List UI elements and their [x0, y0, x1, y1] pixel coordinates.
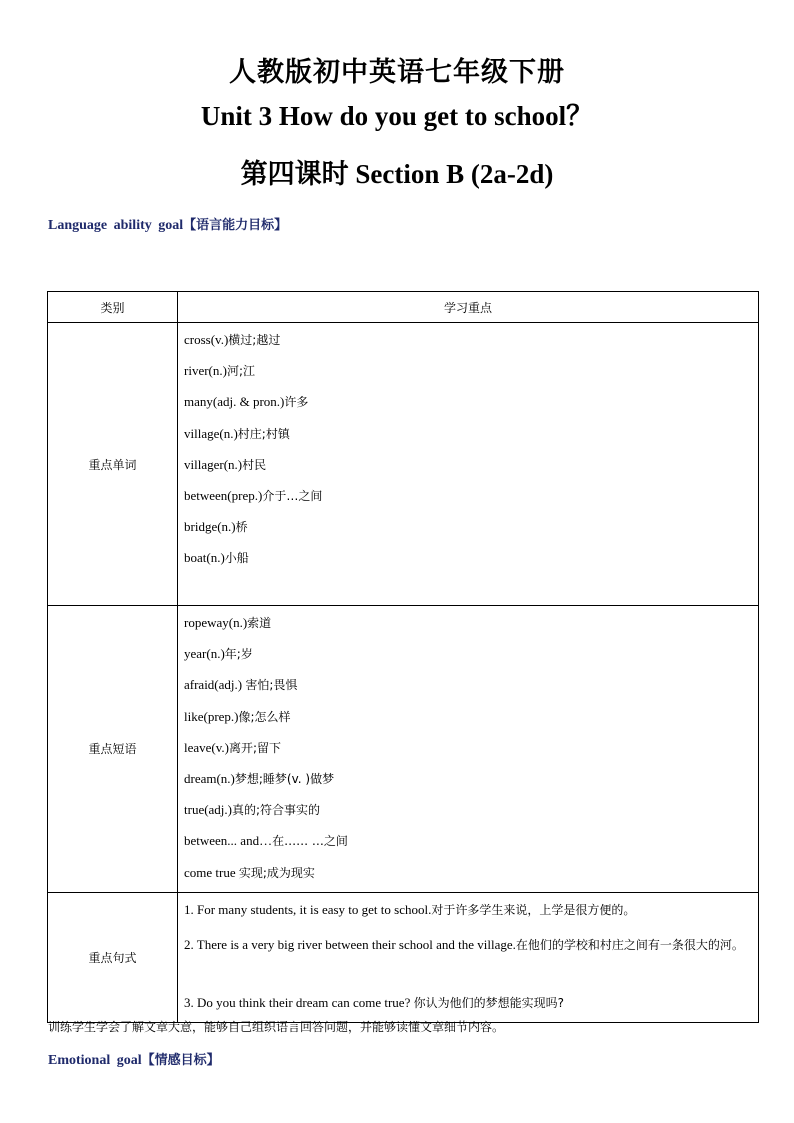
header-focus: 学习重点: [178, 292, 759, 323]
list-item: true(adj.)真的;符合事实的: [184, 802, 321, 818]
training-note: 训练学生学会了解文章大意，能够自己组织语言回答问题，并能够读懂文章细节内容。: [48, 1020, 505, 1034]
list-item: 2. There is a very big river between their school and the village.在他们的学校和村庄之间有一条很大的河。: [184, 936, 744, 952]
emotional-goal-cn: 【情感目标】: [141, 1053, 220, 1068]
header-category: 类别: [48, 292, 178, 323]
unit-title: Unit 3 How do you get to school？: [200, 101, 594, 131]
list-item: leave(v.)离开;留下: [184, 739, 282, 755]
category-phrases: 重点短语: [48, 606, 178, 893]
table-row-sentences: [48, 892, 759, 1022]
category-words: 重点单词: [48, 323, 178, 606]
list-item: like(prep.)像;怎么样: [184, 708, 291, 724]
list-item: between(prep.)介于…之间: [184, 487, 323, 503]
list-item: 3. Do you think their dream can come true? 你认为他们的梦想能实现吗?: [184, 994, 564, 1010]
language-goal-en: Language ability goal: [48, 218, 184, 233]
list-item: villager(n.)村民: [184, 456, 267, 472]
table-row-phrases: [48, 606, 759, 893]
items-phrases: [178, 606, 759, 893]
study-focus-table: [47, 291, 759, 1023]
list-item: river(n.)河;江: [184, 363, 255, 379]
list-item: come true 实现;成为现实: [184, 864, 315, 880]
list-item: village(n.)村庄;村镇: [184, 425, 290, 441]
list-item: many(adj. & pron.)许多: [184, 394, 309, 410]
lesson-title: 第四课时 Section B (2a-2d): [240, 159, 554, 189]
list-item: 1. For many students, it is easy to get to school.对于许多学生来说，上学是很方便的。: [184, 901, 636, 917]
emotional-goal-en: Emotional goal: [48, 1053, 142, 1068]
table-row-words: [48, 323, 759, 606]
list-item: cross(v.)横过;越过: [184, 332, 281, 347]
list-item: dream(n.)梦想;睡梦(v. )做梦: [184, 770, 335, 786]
list-item: boat(n.)小船: [184, 550, 249, 566]
items-words: [178, 323, 759, 606]
list-item: ropeway(n.)索道: [184, 615, 272, 630]
items-sentences: [178, 892, 759, 1022]
language-goal-heading: [48, 214, 287, 234]
table-header-row: [48, 292, 759, 323]
list-item: between... and…在…… …之间: [184, 833, 348, 849]
category-sentences: 重点句式: [48, 892, 178, 1022]
list-item: bridge(n.)桥: [184, 519, 248, 535]
list-item: year(n.)年;岁: [184, 646, 253, 662]
document-series-title: 人教版初中英语七年级下册: [229, 57, 565, 88]
list-item: afraid(adj.) 害怕;畏惧: [184, 677, 298, 693]
emotional-goal-heading: [48, 1049, 220, 1069]
language-goal-cn: 【语言能力目标】: [183, 218, 288, 233]
